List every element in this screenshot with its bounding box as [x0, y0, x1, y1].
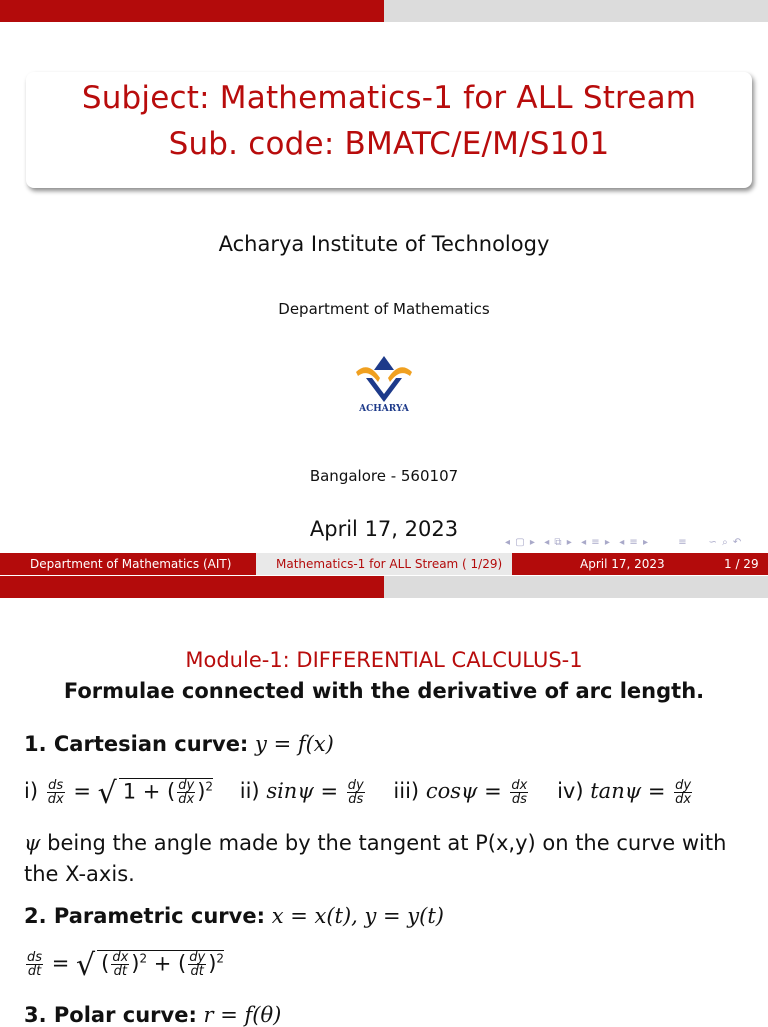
- beamer-nav-icons[interactable]: ◂ ▢ ▸ ◂ ⧉ ▸ ◂ ≡ ▸ ◂ ≡ ▸ ≡ ∽ ⌕ ↶: [505, 537, 743, 548]
- footer-date: April 17, 2023: [580, 557, 665, 571]
- logo-text: ACHARYA: [359, 404, 409, 414]
- footer-department: Department of Mathematics (AIT): [30, 557, 232, 571]
- psi-note-2: the X-axis.: [24, 862, 135, 886]
- cartesian-heading-line: [24, 732, 334, 756]
- slide-footer: [0, 553, 768, 575]
- cartesian-heading: 1. Cartesian curve:: [24, 732, 249, 756]
- slide-date: April 17, 2023: [309, 517, 459, 541]
- module-title: Module-1: DIFFERENTIAL CALCULUS-1: [185, 648, 583, 672]
- title-block: [26, 72, 752, 188]
- polar-equation: r = f(θ): [203, 1003, 282, 1027]
- subject-code: Sub. code: BMATC/E/M/S101: [168, 126, 610, 162]
- parametric-heading-line: [24, 904, 444, 928]
- parametric-equation: x = x(t), y = y(t): [271, 904, 444, 928]
- parametric-heading: 2. Parametric curve:: [24, 904, 265, 928]
- psi-note-text: being the angle made by the tangent at P(x,y) on the curve with: [47, 831, 727, 855]
- subject-title: Subject: Mathematics-1 for ALL Stream: [81, 80, 697, 116]
- polar-heading: 3. Polar curve:: [24, 1003, 197, 1027]
- acharya-logo: [352, 352, 416, 420]
- polar-heading-line: [24, 1003, 281, 1027]
- location-text: Bangalore - 560107: [309, 467, 459, 485]
- department-name: Department of Mathematics: [278, 300, 490, 318]
- formula-i-label: i): [24, 779, 39, 803]
- parametric-formula: $\frac{ds}{dt}$ = √ ( $\frac{dx}{dt}$ )$^2$ + ( $\frac{dy}{dt}$ )$^2$: [27, 948, 225, 983]
- institute-name: Acharya Institute of Technology: [218, 232, 550, 256]
- ds-dx-fraction: $\frac{ds}{dx}$: [47, 777, 64, 807]
- formula-iii-label: iii): [393, 779, 420, 803]
- module-subtitle: Formulae connected with the derivative of arc length.: [63, 679, 705, 703]
- cartesian-equation: y = f(x): [255, 732, 334, 756]
- formula-iv-label: iv): [557, 779, 584, 803]
- footer-title: Mathematics-1 for ALL Stream ( 1/29): [276, 557, 503, 571]
- formula-ii-label: ii): [239, 779, 260, 803]
- psi-note: ψ being the angle made by the tangent at P(x,y) on the curve with: [24, 831, 727, 855]
- cartesian-formulas: i) $\frac{ds}{dx}$ = √ 1 + ( $\frac{dy}{dx}$ )$^2$ ii) sinψ = $\frac{dy}{ds}$ iii) cosψ = $\frac{dx}{ds}$ iv) tanψ = $\frac{dy}{dx}$: [24, 776, 692, 811]
- footer-page: 1 / 29: [724, 557, 759, 571]
